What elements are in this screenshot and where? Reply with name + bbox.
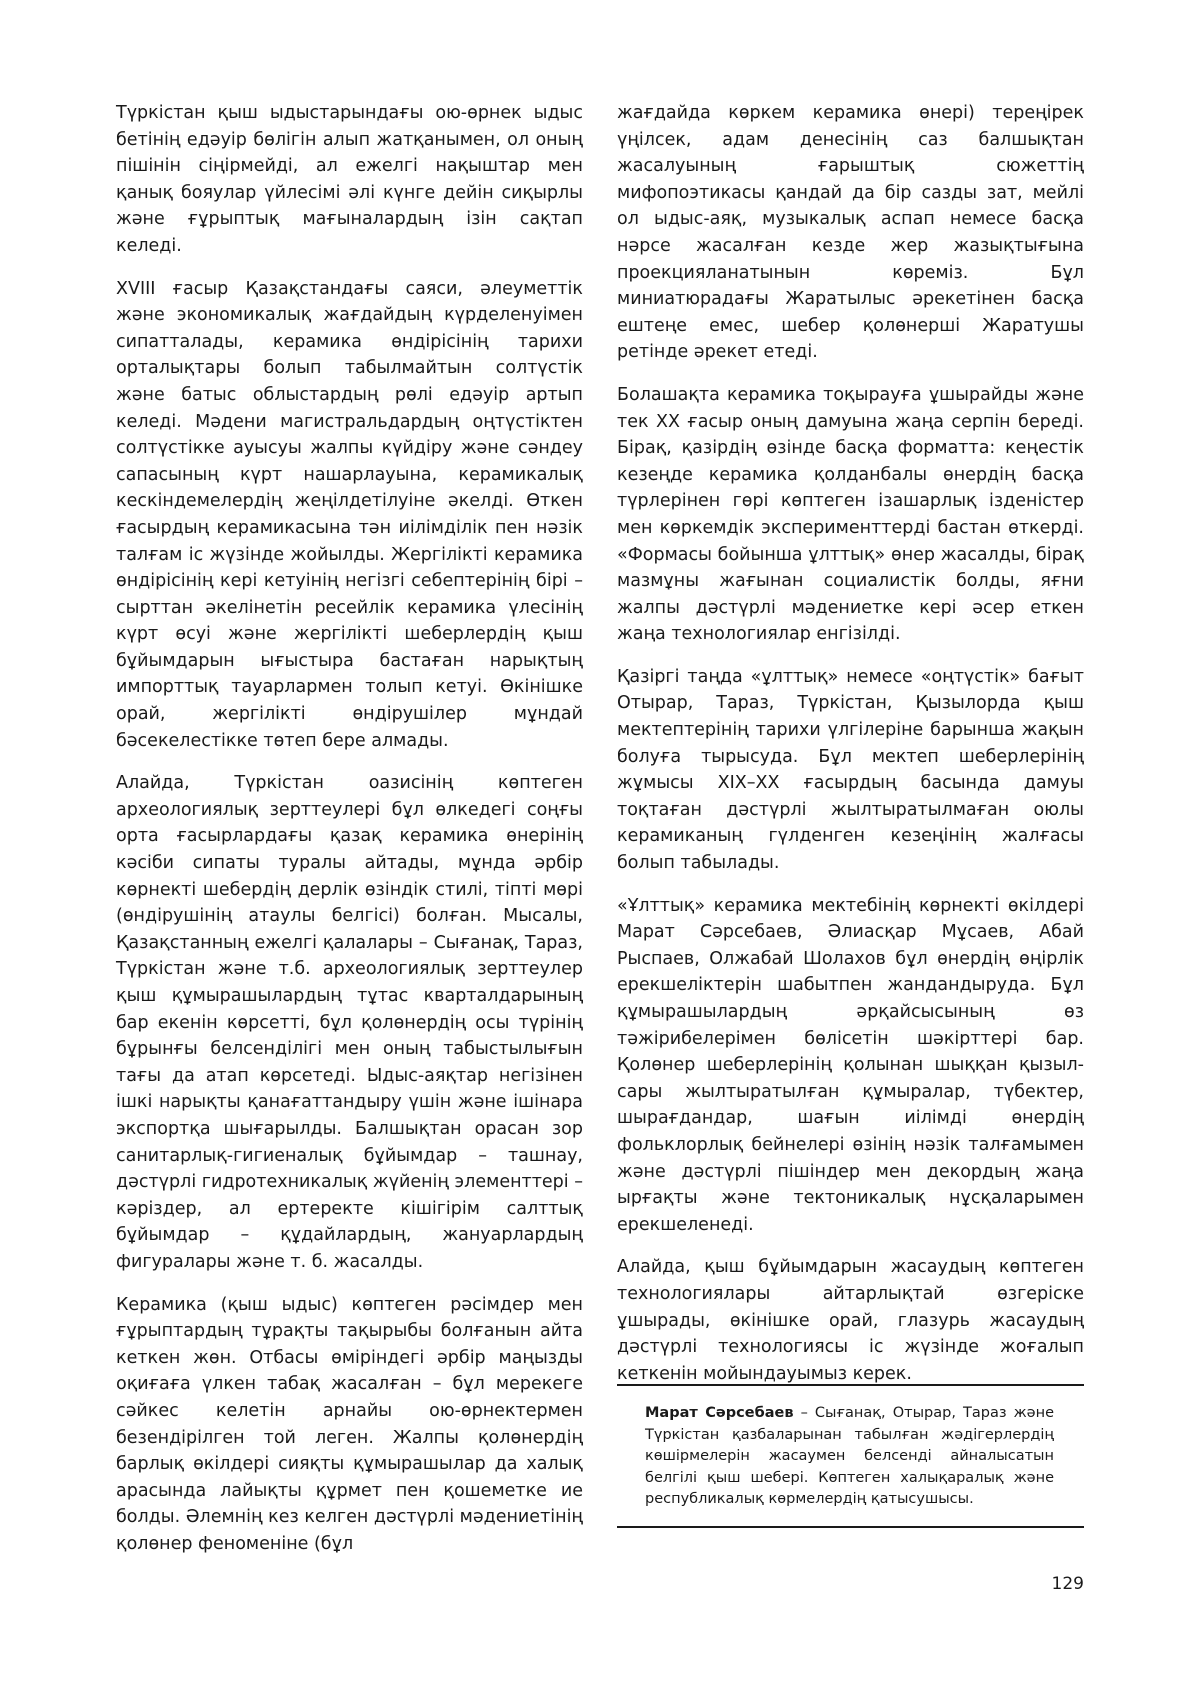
right-column	[617, 100, 1084, 1403]
paragraph: Керамика (қыш ыдыс) көптеген рәсімдер мен ғұрыптардың тұрақты тақырыбы болғанын айта кеткен жөн. Отбасы өміріндегі әрбір маңызды оқиғаға үлкен табақ жасалған – бұл мерекеге сәйкес келетін арнайы ою-өрнектермен безендірілген той леген. Жалпы қолөнердің барлық өкілдері сияқты құмырашылар да халық арасында лайықты құрмет пен қошеметке ие болды. Әлемнің кез келген дәстүрлі мәдениетінің қолөнер феноменіне (бұл	[116, 1294, 583, 1554]
paragraph: «Ұлттық» керамика мектебінің көрнекті өкілдері Марат Сәрсебаев, Әлиасқар Мұсаев, Абай Рыспаев, Олжабай Шолахов бұл өнердің өңірлік ерекшеліктерін шабытпен жандандыруда. Бұл құмырашылардың әрқайсысының өз тәжірибелерімен бөлісетін шәкірттері бар. Қолөнер шеберлерінің қолынан шыққан қызыл-сары жылтыратылған құмыралар, түбектер, шырағдандар, шағын иілімді өнердің фольклорлық бейнелері өзінің нәзік талғамымен және дәстүрлі пішіндер мен декордың жаңа ырғақты және тектоникалық нұсқаларымен ерекшеленеді.	[617, 895, 1084, 1235]
paragraph: Түркістан қыш ыдыстарындағы ою-өрнек ыдыс бетінің едәуір бөлігін алып жатқанымен, ол оның пішінін сіңірмейді, ал ежелгі нақыштар мен қанық бояулар үйлесімі әлі күнге дейін сиқырлы және ғұрыптық мағыналардың ізін сақтап келеді.	[116, 103, 583, 256]
paragraph: Болашақта керамика тоқырауға ұшырайды және тек ХХ ғасыр оның дамуына жаңа серпін береді. Бірақ, қазірдің өзінде басқа форматта: кеңестік кезеңде керамика қолданбалы өнердің басқа түрлерінен гөрі көптеген ізашарлық ізденістер мен көркемдік эксперименттерді бастан өткерді. «Формасы бойынша ұлттық» өнер жасалды, бірақ мазмұны жағынан социалистік болды, яғни жалпы дәстүрлі мәдениетке кері әсер еткен жаңа технологиялар енгізілді.	[617, 384, 1084, 645]
author-name: Марат Сәрсебаев	[645, 1405, 794, 1421]
author-bio-box	[617, 1384, 1084, 1528]
left-column	[116, 100, 583, 1573]
paragraph: Қазіргі таңда «ұлттық» немесе «оңтүстік» бағыт Отырар, Тараз, Түркістан, Қызылорда қыш мектептерінің тарихи үлгілеріне барынша жақын болуға тырысуда. Бұл мектеп шеберлерінің жұмысы XIX–XX ғасырдың басында дамуы тоқтаған дәстүрлі жылтыратылмаған оюлы керамиканың гүлденген кезеңінің жалғасы болып табылады.	[617, 666, 1084, 874]
paragraph: Алайда, Түркістан оазисінің көптеген археологиялық зерттеулері бұл өлкедегі соңғы орта ғасырлардағы қазақ керамика өнерінің кәсіби сипаты туралы айтады, мұнда әрбір көрнекті шебердің дерлік өзіндік стилі, тіпті мөрі (өндірушінің атаулы белгісі) болған. Мысалы, Қазақстанның ежелгі қалалары – Сығанақ, Тараз, Түркістан және т.б. археологиялық зерттеулер қыш құмырашылардың тұтас кварталдарының бар екенін көрсетті, бұл қолөнердің осы түрінің бұрынғы белсенділігі мен оның табыстылығын тағы да атап көрсетеді. Ыдыс-аяқтар негізінен ішкі нарықты қанағаттандыру үшін және ішінара экспортқа шығарылды. Балшықтан орасан зор санитарлық-гигиеналық бұйымдар – ташнау, дәстүрлі гидротехникалық жүйенің элементтері – кәріздер, ал ертеректе кішігірім салттық бұйымдар – құдайлардың, жануарлардың фигуралары және т. б. жасалды.	[116, 773, 583, 1272]
author-bio-text	[645, 1403, 1054, 1511]
paragraph: XVIII ғасыр Қазақстандағы саяси, әлеуметтік және экономикалық жағдайдың күрделенуімен сипатталады, керамика өндірісінің тарихи орталықтары болып табылмайтын солтүстік және батыс облыстардың рөлі едәуір артып келеді. Мәдени магистральдардың оңтүстіктен солтүстікке ауысуы жалпы күйдіру және сәндеу сапасының күрт нашарлауына, керамикалық кескіндемелердің жеңілдетілуіне әкелді. Өткен ғасырдың керамикасына тән иілімділік пен нәзік талғам іс жүзінде жойылды. Жергілікті керамика өндірісінің кері кетуінің негізгі себептерінің бірі – сырттан әкелінетін ресейлік керамика үлесінің күрт өсуі және жергілікті шеберлердің қыш бұйымдарын ығыстыра бастаған нарықтың импорттық тауарлармен толып кетуі. Өкінішке орай, жергілікті өндірушілер мұндай бәсекелестікке төтеп бере алмады.	[116, 278, 583, 751]
paragraph: жағдайда көркем керамика өнері) тереңірек үңілсек, адам денесінің саз балшықтан жасалуының ғарыштық сюжеттің мифопоэтикасы қандай да бір сазды зат, мейлі ол ыдыс-аяқ, музыкалық аспап немесе басқа нәрсе жасалған кезде жер жазықтығына проекцияланатынын көреміз. Бұл миниатюрадағы Жаратылыс әрекетінен басқа ештеңе емес, шебер қолөнерші Жаратушы ретінде әрекет етеді.	[617, 103, 1084, 363]
paragraph: Алайда, қыш бұйымдарын жасаудың көптеген технологиялары айтарлықтай өзгеріске ұшырады, өкінішке орай, глазурь жасаудың дәстүрлі технологиясы іс жүзінде жоғалып кеткенін мойындауымыз керек.	[617, 1257, 1084, 1384]
author-description: – Сығанақ, Отырар, Тараз және Түркістан қазбаларынан табылған жәдігерлердің көшірмелерін жасаумен белсенді айналысатын белгілі қыш шебері. Көптеген халықаралық және республикалық көрмелердің қатысушысы.	[645, 1405, 1054, 1507]
page-number: 129	[1051, 1574, 1084, 1594]
